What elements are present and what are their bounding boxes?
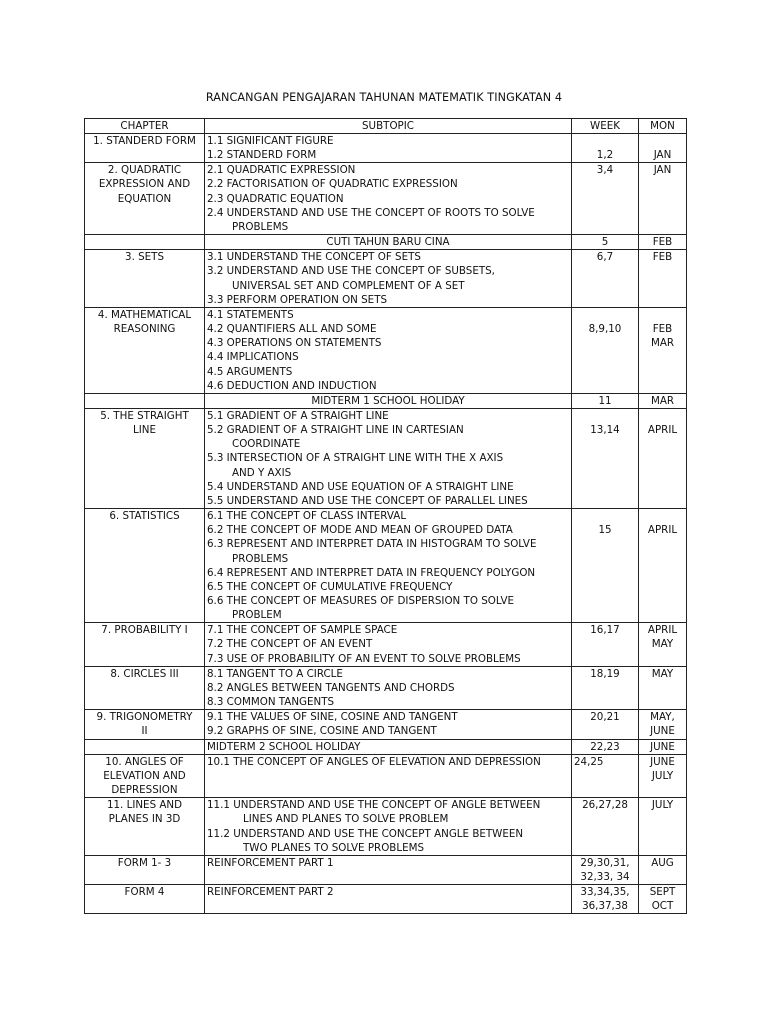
table-row [85,509,687,623]
subtopic-cell [205,235,572,250]
table-row [85,754,687,797]
chapter-line: 10. ANGLES OF [105,755,184,768]
subtopic-line: 4.1 STATEMENTS [207,308,294,321]
chapter-line: 9. TRIGONOMETRY [96,711,193,724]
month-line: JUNE [650,725,675,738]
table-header-row [85,119,687,134]
chapter-line: II [141,725,148,738]
subtopic-line: 6.5 THE CONCEPT OF CUMULATIVE FREQUENCY [207,580,453,593]
month-line: MAY [651,638,674,651]
chapter-cell [85,739,205,754]
subtopic-line: 3.3 PERFORM OPERATION ON SETS [207,293,388,306]
table-row [85,250,687,308]
chapter-cell [85,798,205,856]
week-line: 15 [598,524,612,537]
month-line [641,308,684,322]
week-cell [572,393,639,408]
month-line: APRIL [647,524,678,537]
subtopic-line: 11.1 UNDERSTAND AND USE THE CONCEPT OF ANGLE BETWEEN [207,799,541,812]
month-cell [639,307,687,393]
subtopic-line: 8.1 TANGENT TO A CIRCLE [207,667,343,680]
subtopic-cell [205,408,572,508]
chapter-cell [85,885,205,914]
table-row [85,235,687,250]
subtopic-line: 5.1 GRADIENT OF A STRAIGHT LINE [207,409,389,422]
subtopic-cell [205,666,572,709]
subtopic-cell [205,855,572,884]
subtopic-line: 6.1 THE CONCEPT OF CLASS INTERVAL [207,510,407,523]
week-line: 33,34,35, [580,886,630,899]
month-cell [639,739,687,754]
week-cell [572,235,639,250]
month-line: AUG [651,856,674,869]
week-line [574,509,636,523]
week-cell [572,739,639,754]
chapter-line: 11. LINES AND [106,799,183,812]
month-line: MAR [650,337,675,350]
week-cell [572,408,639,508]
chapter-cell [85,250,205,308]
chapter-line: 1. STANDERD FORM [93,135,196,147]
chapter-line: 8. CIRCLES III [110,667,179,680]
table-body [85,134,687,914]
subtopic-line: UNIVERSAL SET AND COMPLEMENT OF A SET [232,279,465,292]
subtopic-cell [205,798,572,856]
chapter-cell [85,666,205,709]
plan-table [84,118,687,914]
month-cell [639,885,687,914]
chapter-cell [85,307,205,393]
subtopic-line: 5.4 UNDERSTAND AND USE EQUATION OF A STRAIGHT LINE [207,480,514,493]
subtopic-line: 8.2 ANGLES BETWEEN TANGENTS AND CHORDS [207,681,455,694]
chapter-line: FORM 4 [124,886,165,899]
week-cell [572,666,639,709]
chapter-line: EQUATION [117,192,172,205]
subtopic-line: 4.6 DEDUCTION AND INDUCTION [207,379,377,392]
chapter-cell [85,134,205,163]
table-row [85,134,687,163]
chapter-line: 7. PROBABILITY I [101,624,188,637]
month-cell [639,235,687,250]
chapter-line: DEPRESSION [111,784,178,797]
subtopic-line: 3.1 UNDERSTAND THE CONCEPT OF SETS [207,251,421,264]
month-cell [639,623,687,666]
subtopic-line: 7.3 USE OF PROBABILITY OF AN EVENT TO SOLVE PROBLEMS [207,652,521,665]
month-cell [639,250,687,308]
subtopic-line: 9.1 THE VALUES OF SINE, COSINE AND TANGENT [207,711,458,724]
month-line: APRIL [647,624,678,637]
header-subtopic: SUBTOPIC [205,119,572,134]
subtopic-line: 2.4 UNDERSTAND AND USE THE CONCEPT OF ROOTS TO SOLVE [207,206,535,219]
subtopic-line: 6.6 THE CONCEPT OF MEASURES OF DISPERSION TO SOLVE [207,595,514,607]
week-cell [572,509,639,623]
subtopic-line: COORDINATE [232,438,301,451]
week-line: 3,4 [596,164,614,177]
chapter-cell [85,408,205,508]
month-cell [639,710,687,739]
subtopic-line: 8.3 COMMON TANGENTS [207,696,335,709]
header-month: MON [639,119,687,134]
week-cell [572,710,639,739]
month-line: MAY, [650,711,675,724]
chapter-cell [85,623,205,666]
subtopic-line: 11.2 UNDERSTAND AND USE THE CONCEPT ANGLE BETWEEN [207,827,524,840]
subtopic-cell [205,509,572,623]
chapter-cell [85,235,205,250]
document-title: RANCANGAN PENGAJARAN TAHUNAN MATEMATIK TINGKATAN 4 [205,91,563,104]
month-line: APRIL [647,424,678,437]
month-cell [639,393,687,408]
month-cell [639,798,687,856]
week-line: 5 [601,236,609,249]
chapter-cell [85,163,205,235]
header-week: WEEK [572,119,639,134]
subtopic-cell [205,623,572,666]
week-cell [572,798,639,856]
week-cell [572,754,639,797]
subtopic-line: 6.4 REPRESENT AND INTERPRET DATA IN FREQUENCY POLYGON [207,566,536,579]
month-line: FEB [652,236,673,249]
month-line: OCT [651,900,674,913]
chapter-line: LINE [133,424,156,437]
subtopic-line: 1.2 STANDERD FORM [207,149,317,162]
table-row [85,739,687,754]
week-cell [572,250,639,308]
month-cell [639,134,687,163]
week-line: 24,25 [574,755,604,768]
chapter-cell [85,855,205,884]
month-line: JUNE [650,755,675,768]
month-line: MAY [651,667,674,680]
week-line: 36,37,38 [582,900,628,913]
month-line: JUNE [650,740,675,753]
week-line: 18,19 [590,667,620,680]
chapter-line: REASONING [113,323,176,336]
chapter-line: ELEVATION AND [103,769,186,782]
table-row [85,307,687,393]
week-line: 6,7 [596,251,614,264]
chapter-line: FORM 1- 3 [117,856,172,869]
subtopic-line: REINFORCEMENT PART 1 [207,856,334,869]
week-line: 11 [598,394,612,407]
month-line: JAN [653,164,672,177]
week-line: 22,23 [590,740,620,753]
subtopic-line: 6.2 THE CONCEPT OF MODE AND MEAN OF GROUPED DATA [207,524,513,537]
chapter-cell [85,393,205,408]
table-row [85,885,687,914]
table-row [85,666,687,709]
week-line: 8,9,10 [588,323,622,336]
week-line: 1,2 [596,149,614,162]
month-line: JAN [653,149,672,162]
table-row [85,393,687,408]
chapter-line: 6. STATISTICS [109,510,180,523]
chapter-cell [85,509,205,623]
chapter-cell [85,710,205,739]
subtopic-line: 7.1 THE CONCEPT OF SAMPLE SPACE [207,624,398,637]
subtopic-line: TWO PLANES TO SOLVE PROBLEMS [243,841,425,854]
week-cell [572,885,639,914]
subtopic-line: PROBLEM [232,609,282,622]
month-line [641,409,684,423]
subtopic-line: 4.5 ARGUMENTS [207,365,293,378]
table-row [85,623,687,666]
subtopic-line: LINES AND PLANES TO SOLVE PROBLEM [243,813,449,826]
subtopic-line: AND Y AXIS [232,466,292,479]
chapter-line: PLANES IN 3D [108,813,181,826]
header-chapter: CHAPTER [85,119,205,134]
week-line: 32,33, 34 [580,870,630,883]
subtopic-line: 5.5 UNDERSTAND AND USE THE CONCEPT OF PARALLEL LINES [207,494,528,507]
subtopic-cell [205,739,572,754]
subtopic-line: CUTI TAHUN BARU CINA [326,236,450,249]
subtopic-line: 4.2 QUANTIFIERS ALL AND SOME [207,323,377,336]
week-line: 26,27,28 [582,799,628,812]
week-cell [572,623,639,666]
subtopic-cell [205,710,572,739]
subtopic-line: PROBLEMS [232,552,289,565]
subtopic-line: PROBLEMS [232,220,289,233]
subtopic-line: 2.1 QUADRATIC EXPRESSION [207,164,356,177]
month-line: SEPT [649,886,676,899]
week-cell [572,134,639,163]
month-line: FEB [652,323,673,336]
week-line: 16,17 [590,624,620,637]
subtopic-line: 2.2 FACTORISATION OF QUADRATIC EXPRESSION [207,178,458,191]
week-line: 20,21 [590,711,620,724]
week-cell [572,855,639,884]
subtopic-cell [205,250,572,308]
subtopic-line: MIDTERM 1 SCHOOL HOLIDAY [311,394,465,407]
subtopic-line: 5.2 GRADIENT OF A STRAIGHT LINE IN CARTESIAN [207,424,464,437]
table-row [85,855,687,884]
month-cell [639,163,687,235]
table-row [85,408,687,508]
month-cell [639,509,687,623]
week-line [574,308,636,322]
week-line: 29,30,31, [580,856,630,869]
subtopic-line: 4.4 IMPLICATIONS [207,351,299,364]
chapter-line: EXPRESSION AND [98,178,191,191]
week-line: 13,14 [590,424,620,437]
subtopic-cell [205,307,572,393]
chapter-cell [85,754,205,797]
month-line [641,509,684,523]
month-cell [639,754,687,797]
month-line: JULY [651,769,674,782]
subtopic-line: 2.3 QUADRATIC EQUATION [207,192,344,205]
table-row [85,710,687,739]
subtopic-line: 10.1 THE CONCEPT OF ANGLES OF ELEVATION AND DEPRESSION [207,755,541,768]
subtopic-line: 4.3 OPERATIONS ON STATEMENTS [207,337,382,350]
month-line: JULY [651,799,674,812]
chapter-line: 4. MATHEMATICAL [97,308,192,321]
week-cell [572,163,639,235]
subtopic-line: REINFORCEMENT PART 2 [207,886,334,899]
subtopic-line: MIDTERM 2 SCHOOL HOLIDAY [207,740,361,753]
month-cell [639,408,687,508]
subtopic-line: 1.1 SIGNIFICANT FIGURE [207,135,334,147]
subtopic-cell [205,754,572,797]
subtopic-line: 9.2 GRAPHS OF SINE, COSINE AND TANGENT [207,725,437,738]
subtopic-cell [205,134,572,163]
subtopic-line: 5.3 INTERSECTION OF A STRAIGHT LINE WITH THE X AXIS [207,452,504,465]
subtopic-cell [205,885,572,914]
week-line [574,409,636,423]
month-line: MAR [650,394,675,407]
month-cell [639,855,687,884]
subtopic-line: 6.3 REPRESENT AND INTERPRET DATA IN HISTOGRAM TO SOLVE [207,538,537,551]
subtopic-cell [205,393,572,408]
subtopic-line: 3.2 UNDERSTAND AND USE THE CONCEPT OF SUBSETS, [207,265,495,278]
table-row [85,798,687,856]
table-row [85,163,687,235]
chapter-line: 3. SETS [125,251,164,264]
chapter-line: 5. THE STRAIGHT [100,409,189,422]
month-line: FEB [652,251,673,264]
week-cell [572,307,639,393]
chapter-line: 2. QUADRATIC [107,164,182,177]
subtopic-line: 7.2 THE CONCEPT OF AN EVENT [207,638,373,651]
month-cell [639,666,687,709]
subtopic-cell [205,163,572,235]
